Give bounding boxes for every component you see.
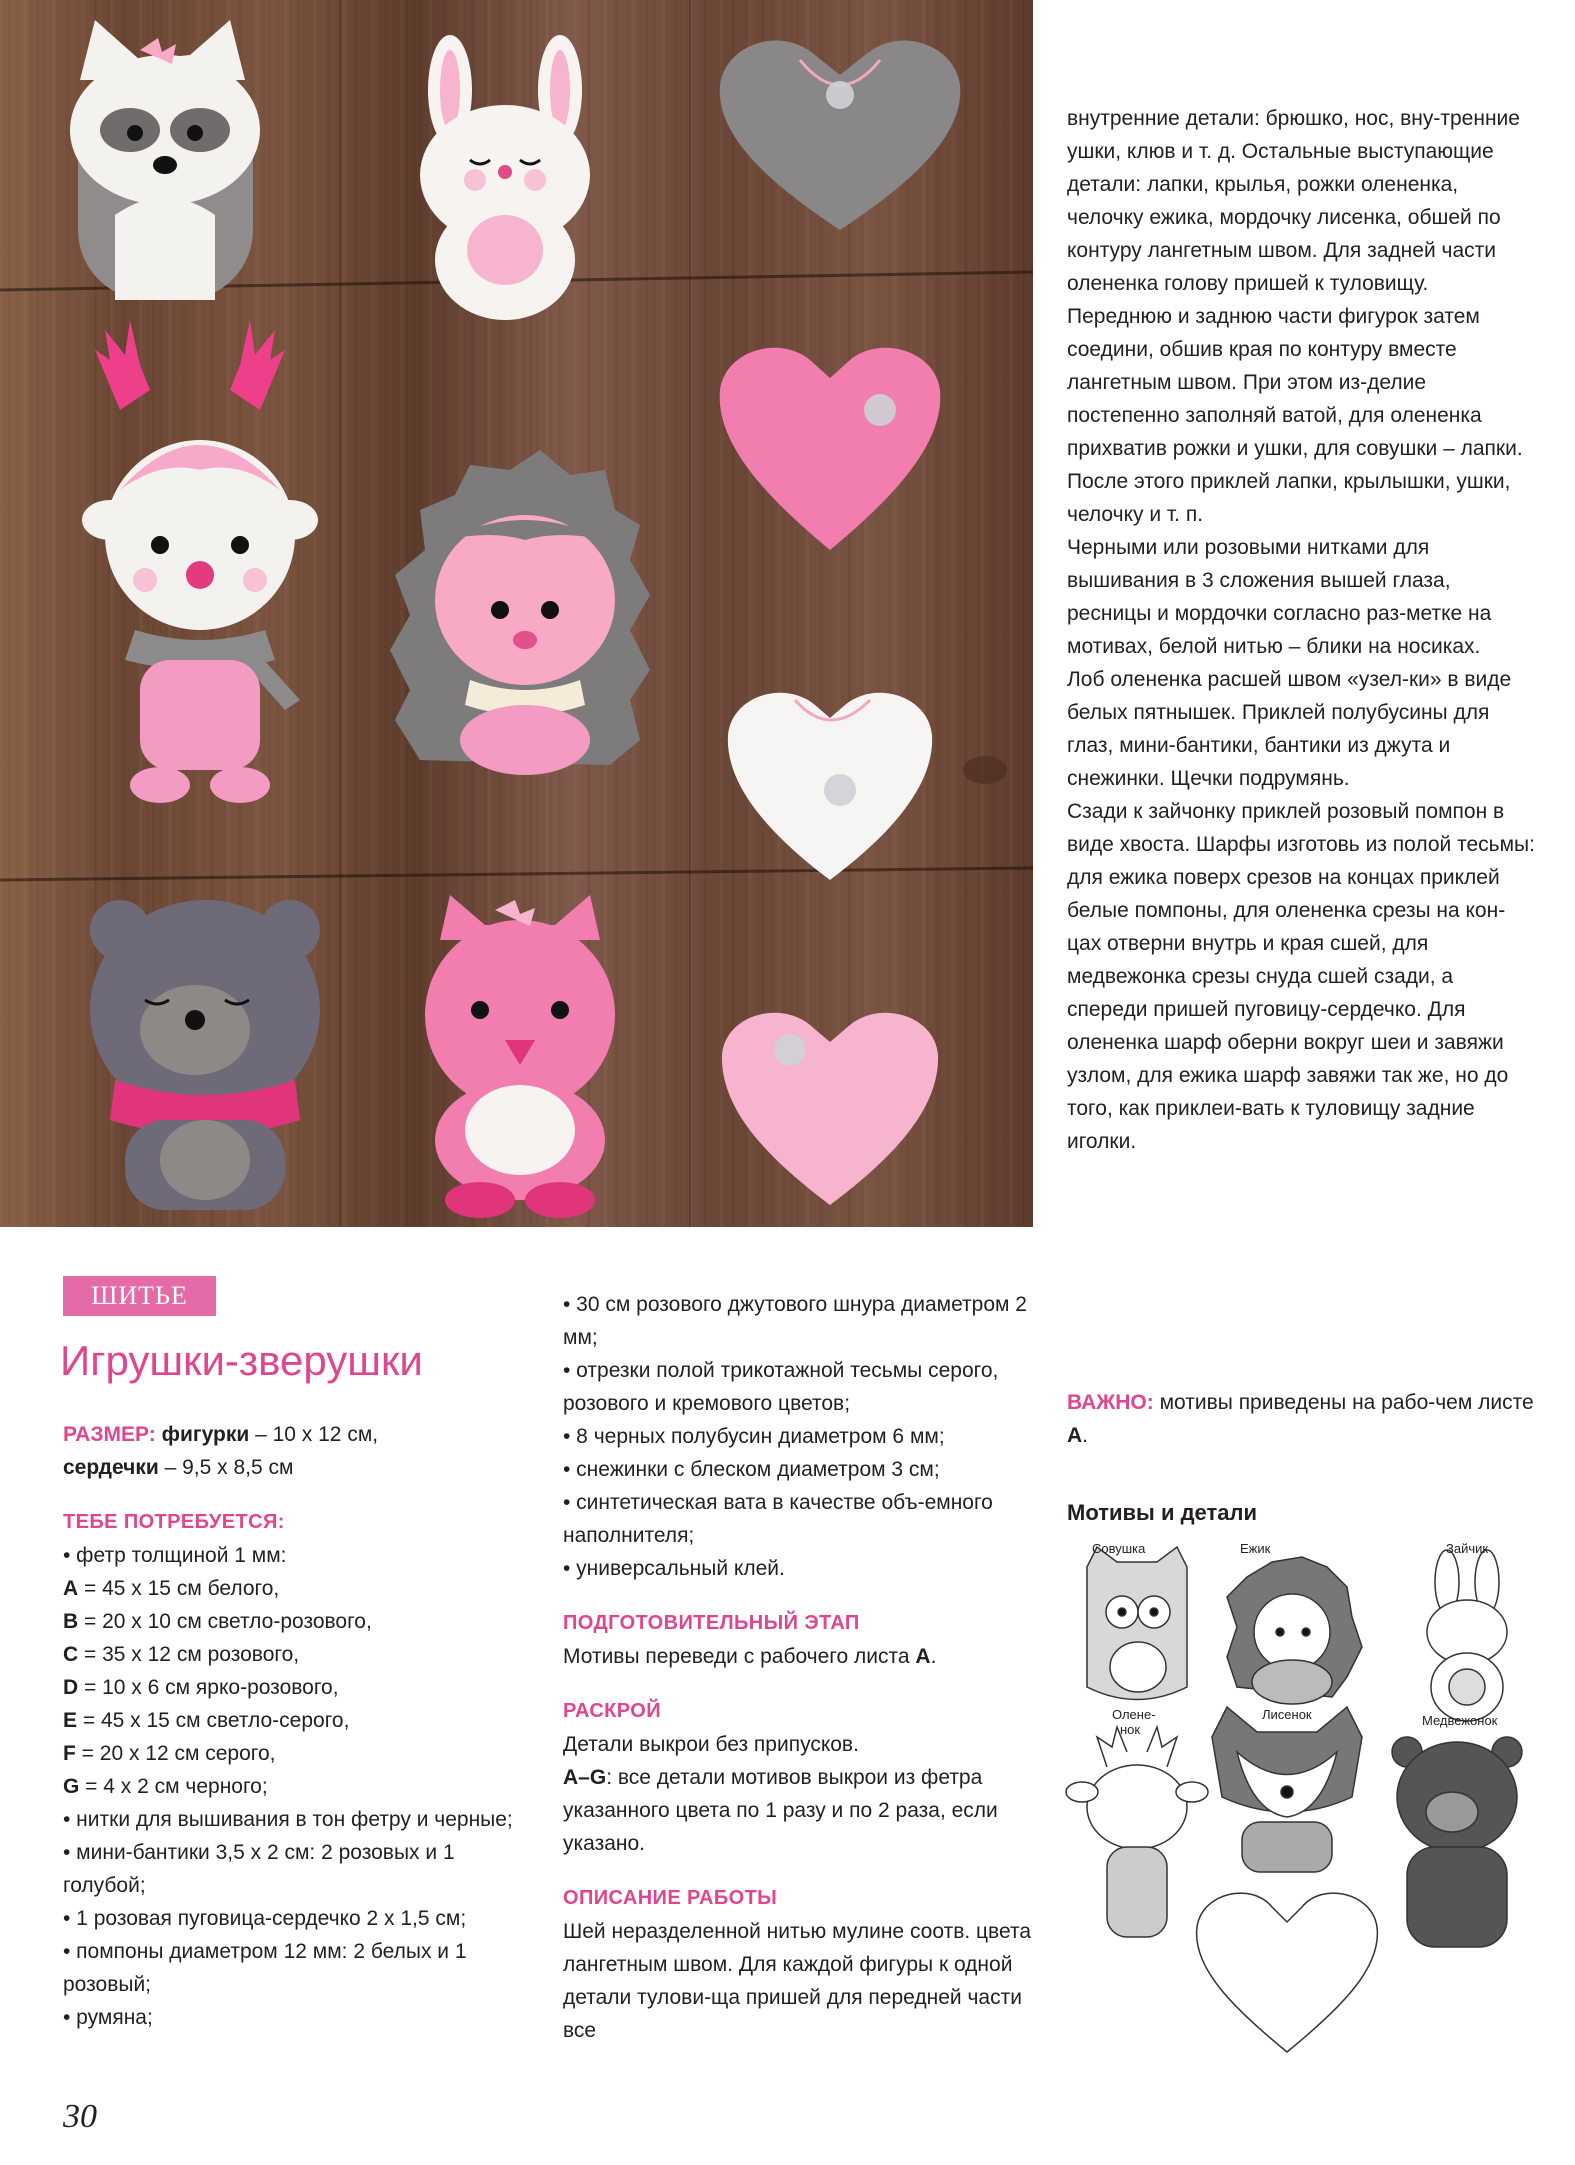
- paragraph: внутренние детали: брюшко, нос, вну-тренние ушки, клюв и т. д. Остальные выступающие детали: лапки, крылья, рожки олененка, челочку ежика, мордочку лисенка, обшей по контуру лангетным швом. Для задней части олененка голову пришей к туловищу.: [1067, 107, 1520, 295]
- paragraph: Сзади к зайчонку приклей розовый помпон в виде хвоста. Шарфы изготовь из полой тесьмы: для ежика поверх срезов на концах приклей белые помпоны, для олененка срезы на кон-цах отверни внутрь и края сшей, для медвежонка срезы снуда сшей сзади, а спереди пришей пуговицу-сердечко. Для олененка шарф оберни вокруг шеи и завяжи узлом, для ежика шарф завяжи так же, но до того, как приклеи-вать к туловищу задние иголки.: [1067, 800, 1535, 1153]
- prep-heading: ПОДГОТОВИТЕЛЬНЫЙ ЭТАП: [563, 1612, 860, 1634]
- deer-toy: [82, 320, 318, 803]
- felt-item: E = 45 x 15 см светло-серого,: [63, 1709, 350, 1732]
- felt-item: D = 10 x 6 см ярко-розового,: [63, 1676, 339, 1699]
- felt-item: B = 20 x 10 см светло-розового,: [63, 1610, 372, 1633]
- material-item: • 1 розовая пуговица-сердечко 2 x 1,5 см;: [63, 1907, 467, 1930]
- motif-label-deer-2: нок: [1120, 1722, 1141, 1737]
- bunny-toy: [420, 35, 590, 320]
- motifs-title: Мотивы и детали: [1067, 1500, 1257, 1525]
- motif-label-bear: Медвежонок: [1422, 1713, 1498, 1728]
- pink-heart-2: [722, 1013, 938, 1205]
- material-item: • нитки для вышивания в тон фетру и черные;: [63, 1808, 513, 1831]
- left-text-column: [63, 1418, 543, 2034]
- middle-text-column: [563, 1288, 1033, 2047]
- important-note: [1067, 1386, 1537, 1452]
- material-item: • румяна;: [63, 2006, 153, 2029]
- pink-heart-1: [720, 348, 941, 550]
- hedgehog-toy: [390, 450, 650, 775]
- material-item: • отрезки полой трикотажной тесьмы серого, розового и кремового цветов;: [563, 1359, 999, 1415]
- material-item: • 30 см розового джутового шнура диаметром 2 мм;: [563, 1293, 1027, 1349]
- description-text: Шей неразделенной нитью мулине соотв. цвета лангетным швом. Для каждой фигуры к одной детали тулови-ща пришей для передней части все: [563, 1920, 1032, 2042]
- motif-label-owl: Совушка: [1092, 1541, 1146, 1556]
- motif-label-fox: Лисенок: [1262, 1707, 1312, 1722]
- felt-intro: • фетр толщиной 1 мм:: [63, 1544, 287, 1567]
- felt-item: G = 4 x 2 см черного;: [63, 1775, 268, 1798]
- size-figures-label: фигурки: [161, 1423, 250, 1446]
- section-tag: ШИТЬЕ: [63, 1276, 216, 1316]
- felt-toys-illustration: [0, 0, 1033, 1227]
- motifs-diagram: [1062, 1537, 1542, 2057]
- cutting-text-1: Детали выкрои без припусков.: [563, 1733, 859, 1756]
- description-heading: ОПИСАНИЕ РАБОТЫ: [563, 1887, 778, 1909]
- felt-item: A = 45 x 15 см белого,: [63, 1577, 280, 1600]
- owl-toy: [425, 895, 615, 1218]
- motif-label-hedgehog: Ежик: [1240, 1541, 1271, 1556]
- material-item: • 8 черных полубусин диаметром 6 мм;: [563, 1425, 945, 1448]
- page-number: 30: [63, 2098, 97, 2135]
- important-end: .: [1082, 1424, 1089, 1447]
- size-figures-value: – 10 x 12 см,: [249, 1423, 379, 1446]
- size-hearts-label: сердечки: [63, 1456, 159, 1479]
- cutting-text-2: A–G: все детали мотивов выкрои из фетра указанного цвета по 1 разу и по 2 раза, если указано.: [563, 1766, 998, 1855]
- important-sheet: A: [1067, 1424, 1083, 1447]
- paragraph: После этого приклей лапки, крылышки, ушки, челочку и т. п.: [1067, 470, 1511, 526]
- article-title: Игрушки-зверушки: [60, 1337, 423, 1384]
- materials-heading: ТЕБЕ ПОТРЕБУЕТСЯ:: [63, 1511, 285, 1533]
- material-item: • универсальный клей.: [563, 1557, 785, 1580]
- paragraph: Переднюю и заднюю части фигурок затем соедини, обшив края по контуру вместе лангетным швом. При этом из-делие постепенно заполняй ватой, для олененка прихватив рожки и ушки, для совушки – лапки.: [1067, 305, 1523, 460]
- material-item: • синтетическая вата в качестве объ-емного наполнителя;: [563, 1491, 993, 1547]
- felt-item: F = 20 x 12 см серого,: [63, 1742, 276, 1765]
- prep-text: Мотивы переведи с рабочего листа A.: [563, 1645, 937, 1668]
- hero-photo: [0, 0, 1033, 1227]
- material-item: • помпоны диаметром 12 мм: 2 белых и 1 розовый;: [63, 1940, 467, 1996]
- material-item: • мини-бантики 3,5 x 2 см: 2 розовых и 1 голубой;: [63, 1841, 455, 1897]
- size-label: РАЗМЕР:: [63, 1423, 156, 1446]
- cutting-heading: РАСКРОЙ: [563, 1700, 661, 1722]
- size-line: [63, 1418, 543, 1451]
- size-line-2: [63, 1451, 543, 1484]
- size-hearts-value: – 9,5 x 8,5 см: [158, 1456, 294, 1479]
- motif-label-deer-1: Олене-: [1112, 1707, 1156, 1722]
- motif-label-bunny: Зайчик: [1446, 1541, 1489, 1556]
- pattern-sketches: [1062, 1537, 1542, 2057]
- felt-item: C = 35 x 12 см розового,: [63, 1643, 300, 1666]
- paragraph: Черными или розовыми нитками для вышивания в 3 сложения вышей глаза, ресницы и мордочки согласно раз-метке на мотивах, белой нитью – блики на носиках.: [1067, 536, 1492, 658]
- grey-heart: [720, 41, 961, 230]
- important-text: мотивы приведены на рабо-чем листе: [1153, 1391, 1534, 1414]
- bear-toy: [90, 900, 320, 1210]
- white-heart: [728, 693, 932, 880]
- important-label: ВАЖНО:: [1067, 1391, 1154, 1414]
- material-item: • снежинки с блеском диаметром 3 см;: [563, 1458, 940, 1481]
- raccoon-toy: [70, 20, 260, 300]
- right-text-column: [1067, 102, 1537, 1158]
- paragraph: Лоб олененка расшей швом «узел-ки» в виде белых пятнышек. Приклей полубусины для глаз, мини-бантики, бантики из джута и снежинки. Щечки подрумянь.: [1067, 668, 1512, 790]
